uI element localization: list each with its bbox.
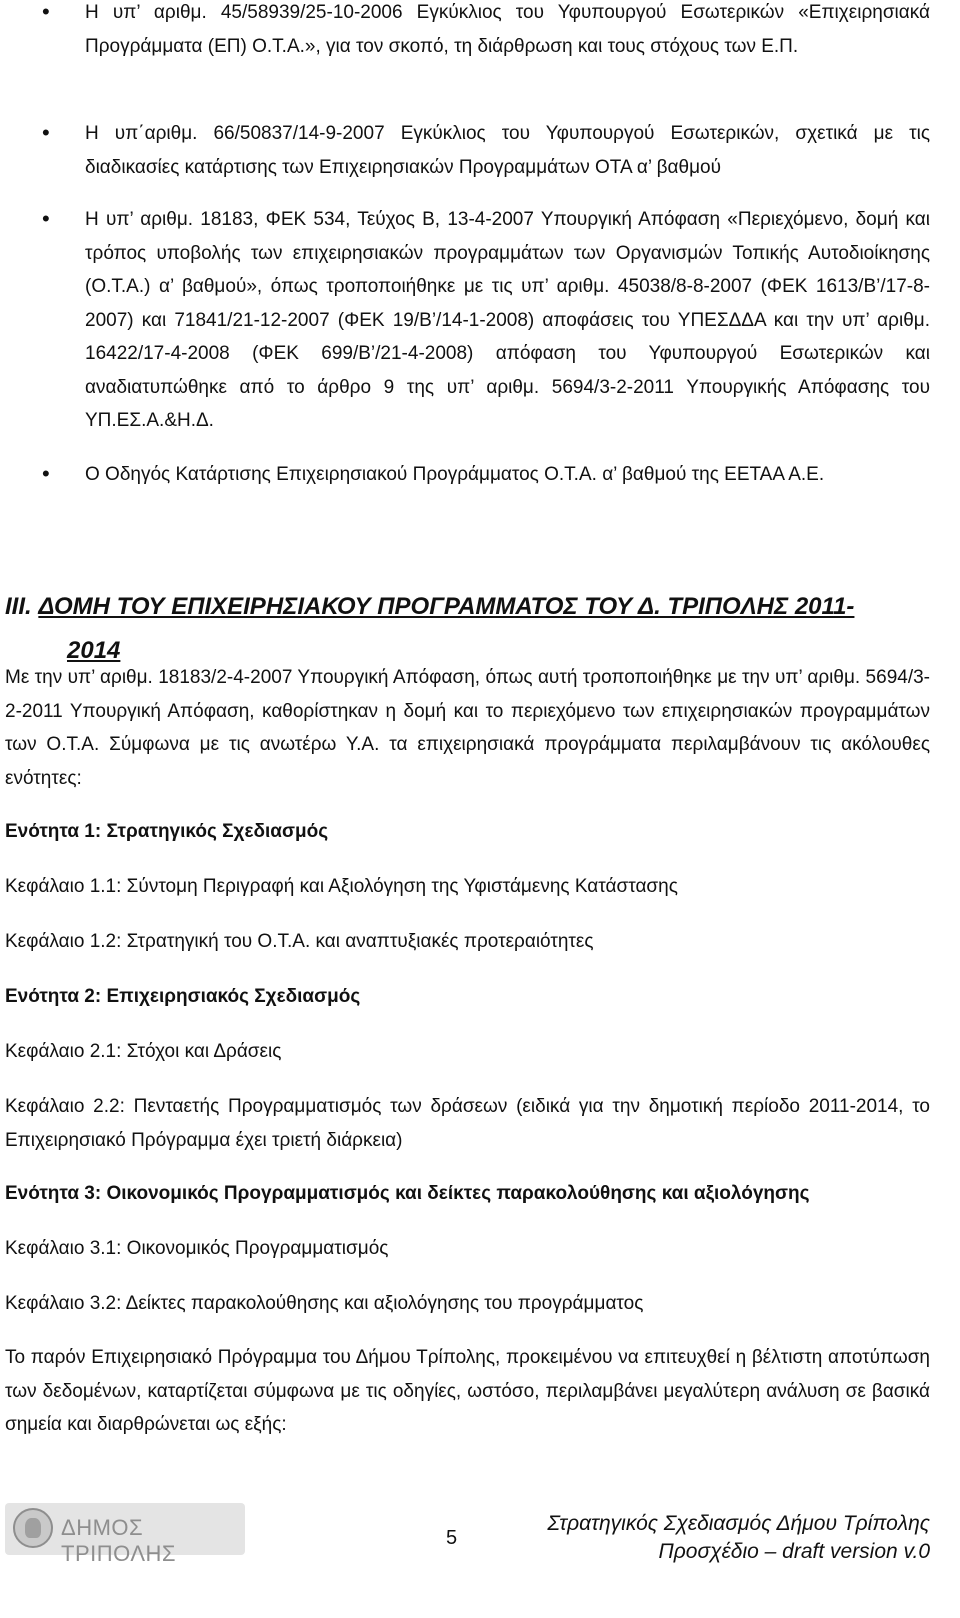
section-heading (5, 585, 945, 673)
chapter-1-1: Κεφάλαιο 1.1: Σύντομη Περιγραφή και Αξιολόγηση της Υφιστάμενης Κατάστασης (5, 876, 678, 897)
chapter-3-1: Κεφάλαιο 3.1: Οικονομικός Προγραμματισμός (5, 1238, 389, 1259)
section-unit-1: Ενότητα 1: Στρατηγικός Σχεδιασμός (5, 821, 329, 842)
list-item-text: Η υπ’ αριθμ. 18183, ΦΕΚ 534, Τεύχος Β, 13-4-2007 Υπουργική Απόφαση «Περιεχόμενο, δομή και τρόπος υποβολής των επιχειρησιακών προγραμμάτων των Οργανισμών Τοπικής Αυτοδιοίκησης (Ο.Τ.Α.) α’ βαθμού», όπως τροποποιήθηκε με τις υπ’ αριθμ. 45038/8-8-2007 (ΦΕΚ 1613/Β’/17-8-2007) και 71841/21-12-2007 (ΦΕΚ 19/Β’/14-1-2008) αποφάσεις του ΥΠΕΣΔΔΑ και την υπ’ αριθμ. 16422/17-4-2008 (ΦΕΚ 699/Β’/21-4-2008) απόφαση του Υφυπουργού Εσωτερικών και αναδιατυπώθηκε από το άρθρο 9 της υπ’ αριθμ. 5694/3-2-2011 Υπουργικής Απόφασης του ΥΠ.ΕΣ.Α.&Η.Δ. (85, 209, 930, 431)
section-unit-3: Ενότητα 3: Οικονομικός Προγραμματισμός και δείκτες παρακολούθησης και αξιολόγησης (5, 1183, 810, 1204)
footer-title (450, 1510, 930, 1566)
closing-paragraph: Το παρόν Επιχειρησιακό Πρόγραμμα του Δήμου Τρίπολης, προκειμένου να επιτευχθεί η βέλτιστη αποτύπωση των δεδομένων, καταρτίζεται σύμφωνα με τις οδηγίες, ωστόσο, περιλαμβάνει μεγαλύτερη ανάλυση σε βασικά σημεία και διαρθρώνεται ως εξής: (5, 1347, 930, 1435)
chapter-1-2: Κεφάλαιο 1.2: Στρατηγική του Ο.Τ.Α. και αναπτυξιακές προτεραιότητες (5, 931, 594, 952)
intro-paragraph: Με την υπ’ αριθμ. 18183/2-4-2007 Υπουργική Απόφαση, όπως αυτή τροποποιήθηκε με την υπ’ αριθμ. 5694/3-2-2011 Υπουργική Απόφαση, καθορίστηκαν η δομή και το περιεχόμενο των επιχειρησιακών προγραμμάτων των Ο.Τ.Α. Σύμφωνα με τις ανωτέρω Υ.Α. τα επιχειρησιακά προγράμματα περιλαμβάνουν τις ακόλουθες ενότητες: (5, 667, 930, 789)
bullet-marker: • (42, 120, 50, 145)
list-item-text: Η υπ’ αριθμ. 45/58939/25-10-2006 Εγκύκλιος του Υφυπουργού Εσωτερικών «Επιχειρησιακά Προγράμματα (ΕΠ) Ο.Τ.Α.», για τον σκοπό, τη διάρθρωση και τους στόχους των Ε.Π. (85, 2, 930, 57)
bullet-marker: • (42, 0, 50, 24)
section-unit-2: Ενότητα 2: Επιχειρησιακός Σχεδιασμός (5, 986, 361, 1007)
heading-title: ΔΟΜΗ ΤΟΥ ΕΠΙΧΕΙΡΗΣΙΑΚΟΥ ΠΡΟΓΡΑΜΜΑΤΟΣ ΤΟΥ Δ. ΤΡΙΠΟΛΗΣ 2011- (38, 593, 855, 620)
page-number: 5 (446, 1527, 458, 1549)
municipality-logo (5, 1503, 245, 1566)
list-item-text: Ο Οδηγός Κατάρτισης Επιχειρησιακού Προγράμματος Ο.Τ.Α. α’ βαθμού της ΕΕΤΑΑ Α.Ε. (85, 464, 825, 485)
chapter-2-1: Κεφάλαιο 2.1: Στόχοι και Δράσεις (5, 1041, 282, 1062)
chapter-3-2: Κεφάλαιο 3.2: Δείκτες παρακολούθησης και αξιολόγησης του προγράμματος (5, 1293, 644, 1314)
list-item-text: Η υπ΄αριθμ. 66/50837/14-9-2007 Εγκύκλιος του Υφυπουργού Εσωτερικών, σχετικά με τις διαδικασίες κατάρτισης των Επιχειρησιακών Προγραμμάτων ΟΤΑ α’ βαθμού (85, 123, 930, 178)
footer-title-line1: Στρατηγικός Σχεδιασμός Δήμου Τρίπολης (547, 1512, 930, 1535)
heading-title-continued: 2014 (67, 637, 121, 664)
logo-text: ΔΗΜΟΣ ΤΡΙΠΟΛΗΣ (61, 1515, 177, 1566)
bullet-marker: • (42, 206, 50, 231)
footer-title-line2: Προσχέδιο – draft version v.0 (658, 1540, 930, 1563)
heading-number: III. (5, 593, 32, 620)
chapter-2-2: Κεφάλαιο 2.2: Πενταετής Προγραμματισμός των δράσεων (ειδικά για την δημοτική περίοδο 2011-2014, το Επιχειρησιακό Πρόγραμμα έχει τριετή διάρκεια) (5, 1096, 930, 1151)
municipality-seal-icon (13, 1508, 53, 1548)
bullet-marker: • (42, 461, 50, 486)
